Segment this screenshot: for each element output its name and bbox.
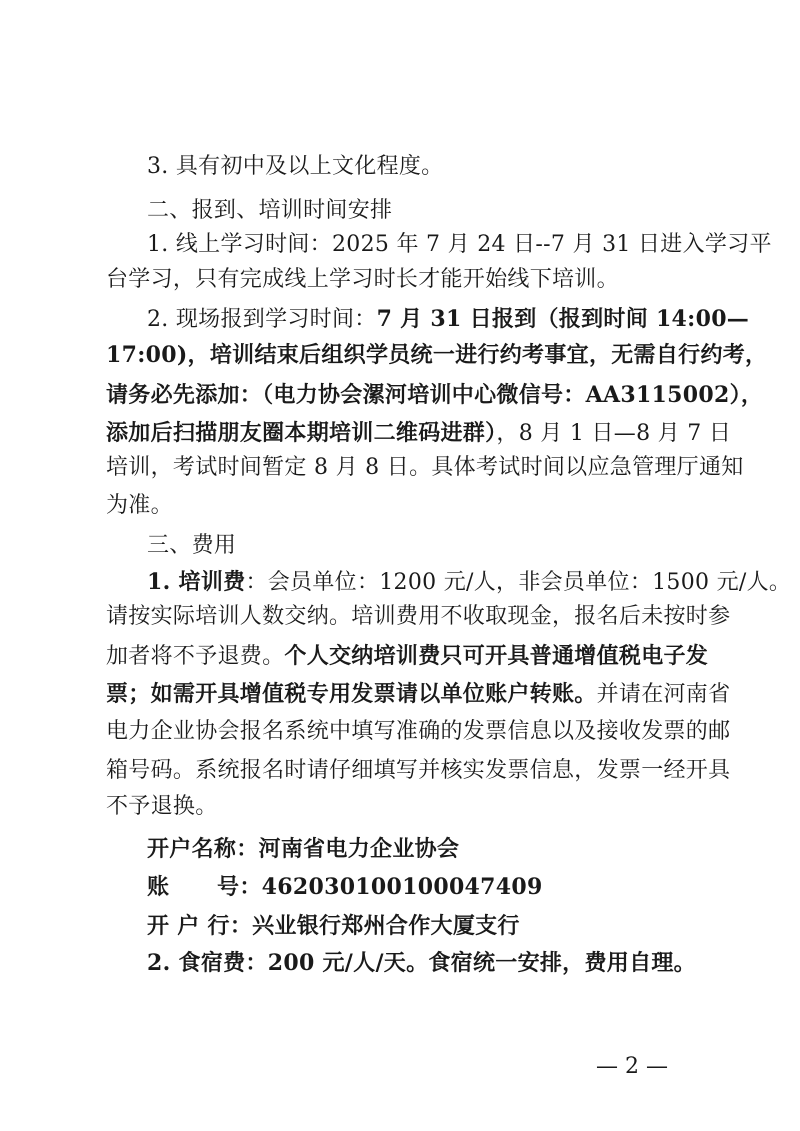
onsite-dates: ，8 月 1 日—8 月 7 日 bbox=[496, 421, 732, 446]
onsite-label: 2. 现场报到学习时间： bbox=[147, 307, 377, 332]
page-number: — 2 — bbox=[596, 1054, 668, 1079]
training-fee-line-6: 箱号码。系统报名时请仔细填写并核实发票信息，发票一经开具 bbox=[106, 758, 731, 783]
training-fee-label: 1. 培训费 bbox=[147, 569, 246, 595]
onsite-study-line-6: 为准。 bbox=[106, 493, 173, 518]
section-3-heading: 三、费用 bbox=[147, 533, 237, 558]
onsite-study-line-3: 请务必先添加：（电力协会漯河培训中心微信号：AA3115002）， bbox=[106, 382, 764, 408]
online-study-line-1: 1. 线上学习时间：2025 年 7 月 24 日--7 月 31 日进入学习平 bbox=[147, 232, 772, 257]
training-fee-line-3 bbox=[0, 641, 800, 672]
account-bank-label: 开 户 行： bbox=[147, 913, 253, 939]
account-bank-row bbox=[0, 911, 800, 941]
account-number-label: 账 号： bbox=[147, 874, 262, 900]
training-fee-line-7: 不予退换。 bbox=[106, 794, 218, 819]
no-refund-text: 加者将不予退费。 bbox=[106, 644, 285, 669]
onsite-study-line-5: 培训，考试时间暂定 8 月 8 日。具体考试时间以应急管理厅通知 bbox=[106, 455, 744, 480]
online-study-line-2: 台学习，只有完成线上学习时长才能开始线下培训。 bbox=[106, 267, 619, 292]
training-fee-amounts: ：会员单位：1200 元/人，非会员单位：1500 元/人。 bbox=[245, 570, 792, 595]
training-fee-line-4 bbox=[0, 679, 800, 710]
section-2-heading: 二、报到、培训时间安排 bbox=[147, 198, 393, 223]
onsite-qr-bold: 添加后扫描朋友圈本期培训二维码进群） bbox=[106, 420, 497, 446]
account-number-value: 462030100100047409 bbox=[261, 874, 543, 900]
onsite-date-bold: 7 月 31 日报到（报到时间 14:00— bbox=[376, 306, 750, 332]
account-number-row bbox=[0, 872, 800, 902]
onsite-study-line-2: 17:00)，培训结束后组织学员统一进行约考事宜，无需自行约考， bbox=[106, 342, 768, 368]
board-fee-line: 2. 食宿费：200 元/人/天。食宿统一安排，费用自理。 bbox=[147, 950, 696, 976]
training-fee-line-2: 请按实际培训人数交纳。培训费用不收取现金，报名后未按时参 bbox=[106, 604, 731, 629]
onsite-study-line-1 bbox=[0, 304, 800, 335]
account-name-row bbox=[0, 834, 800, 864]
onsite-study-line-4 bbox=[0, 418, 800, 449]
training-fee-line-1 bbox=[0, 567, 800, 598]
vat-invoice-bold: 票；如需开具增值税专用发票请以单位账户转账。 bbox=[106, 681, 597, 707]
invoice-instructions: 并请在河南省 bbox=[596, 682, 731, 707]
invoice-note-bold: 个人交纳培训费只可开具普通增值税电子发 bbox=[284, 643, 709, 669]
requirement-item-3: 3. 具有初中及以上文化程度。 bbox=[147, 154, 444, 179]
account-name-value: 河南省电力企业协会 bbox=[258, 836, 460, 862]
account-name-label: 开户名称： bbox=[147, 836, 259, 862]
training-fee-line-5: 电力企业协会报名系统中填写准确的发票信息以及接收发票的邮 bbox=[106, 719, 731, 744]
account-bank-value: 兴业银行郑州合作大厦支行 bbox=[252, 913, 520, 939]
